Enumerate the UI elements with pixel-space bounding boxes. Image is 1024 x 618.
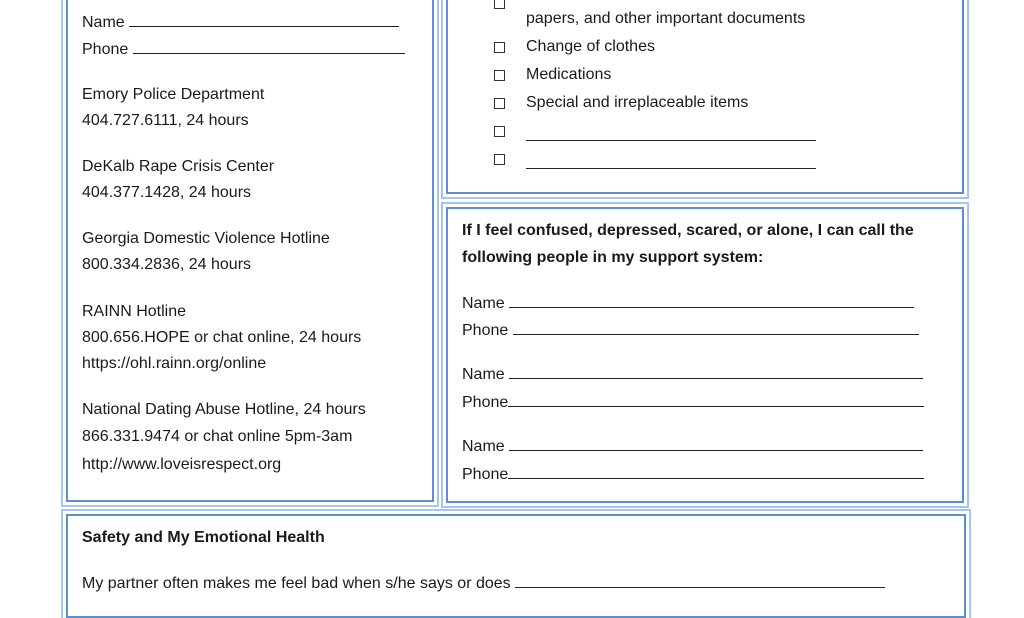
support-phone-row bbox=[462, 392, 924, 413]
support-heading: following people in my support system: bbox=[462, 249, 764, 266]
support-name-label: Name bbox=[462, 438, 505, 455]
resource-details: 800.334.2836, 24 hours bbox=[82, 256, 252, 273]
support-name-label: Name bbox=[462, 295, 505, 312]
support-phone-row bbox=[462, 320, 919, 341]
resource-details: 800.656.HOPE or chat online, 24 hours bbox=[82, 329, 362, 346]
resource-link[interactable]: http://www.loveisrespect.org bbox=[82, 456, 282, 473]
checklist-blank-field[interactable] bbox=[526, 126, 816, 141]
support-name-field[interactable] bbox=[509, 364, 923, 379]
checklist-item-label: papers, and other important documents bbox=[526, 10, 806, 27]
resource-name: Georgia Domestic Violence Hotline bbox=[82, 230, 330, 247]
checklist-checkbox[interactable] bbox=[494, 154, 505, 165]
emotional-health-heading: Safety and My Emotional Health bbox=[82, 529, 325, 546]
emotional-prompt-label: My partner often makes me feel bad when s/he says or does bbox=[82, 575, 511, 592]
support-phone-label: Phone bbox=[462, 466, 509, 483]
checklist-item-label: Medications bbox=[526, 66, 612, 83]
emotional-prompt-field[interactable] bbox=[515, 573, 885, 588]
checklist-blank-field[interactable] bbox=[526, 154, 816, 169]
checklist-checkbox[interactable] bbox=[494, 0, 505, 9]
checklist-item-label: Special and irreplaceable items bbox=[526, 94, 749, 111]
support-name-field[interactable] bbox=[509, 436, 923, 451]
emotional-prompt-row bbox=[82, 573, 885, 594]
resource-details: 404.377.1428, 24 hours bbox=[82, 184, 252, 201]
contact-phone-row bbox=[82, 39, 405, 60]
resource-details: 404.727.6111, 24 hours bbox=[82, 112, 249, 129]
support-phone-field[interactable] bbox=[513, 320, 919, 335]
contact-phone-field[interactable] bbox=[133, 39, 405, 54]
support-name-row bbox=[462, 364, 923, 385]
support-phone-field[interactable] bbox=[508, 392, 924, 407]
support-phone-field[interactable] bbox=[508, 464, 924, 479]
checklist-item-label: Change of clothes bbox=[526, 38, 655, 55]
resource-details: 866.331.9474 or chat online 5pm-3am bbox=[82, 428, 353, 445]
checklist-checkbox[interactable] bbox=[494, 98, 505, 109]
resource-name: Emory Police Department bbox=[82, 86, 265, 103]
contact-phone-label: Phone bbox=[82, 41, 129, 58]
support-name-label: Name bbox=[462, 366, 505, 383]
support-phone-row bbox=[462, 464, 924, 485]
checklist-checkbox[interactable] bbox=[494, 70, 505, 81]
checklist-checkbox[interactable] bbox=[494, 42, 505, 53]
checklist-checkbox[interactable] bbox=[494, 126, 505, 137]
support-name-row bbox=[462, 436, 923, 457]
resource-name: RAINN Hotline bbox=[82, 303, 187, 320]
contact-name-label: Name bbox=[82, 14, 125, 31]
support-name-field[interactable] bbox=[509, 293, 914, 308]
support-heading: If I feel confused, depressed, scared, or alone, I can call the bbox=[462, 222, 914, 239]
resource-name: National Dating Abuse Hotline, 24 hours bbox=[82, 401, 366, 418]
support-name-row bbox=[462, 293, 914, 314]
support-phone-label: Phone bbox=[462, 322, 509, 339]
contact-name-field[interactable] bbox=[129, 12, 399, 27]
resource-link[interactable]: https://ohl.rainn.org/online bbox=[82, 355, 267, 372]
support-phone-label: Phone bbox=[462, 394, 509, 411]
contact-name-row bbox=[82, 12, 399, 33]
resource-name: DeKalb Rape Crisis Center bbox=[82, 158, 275, 175]
